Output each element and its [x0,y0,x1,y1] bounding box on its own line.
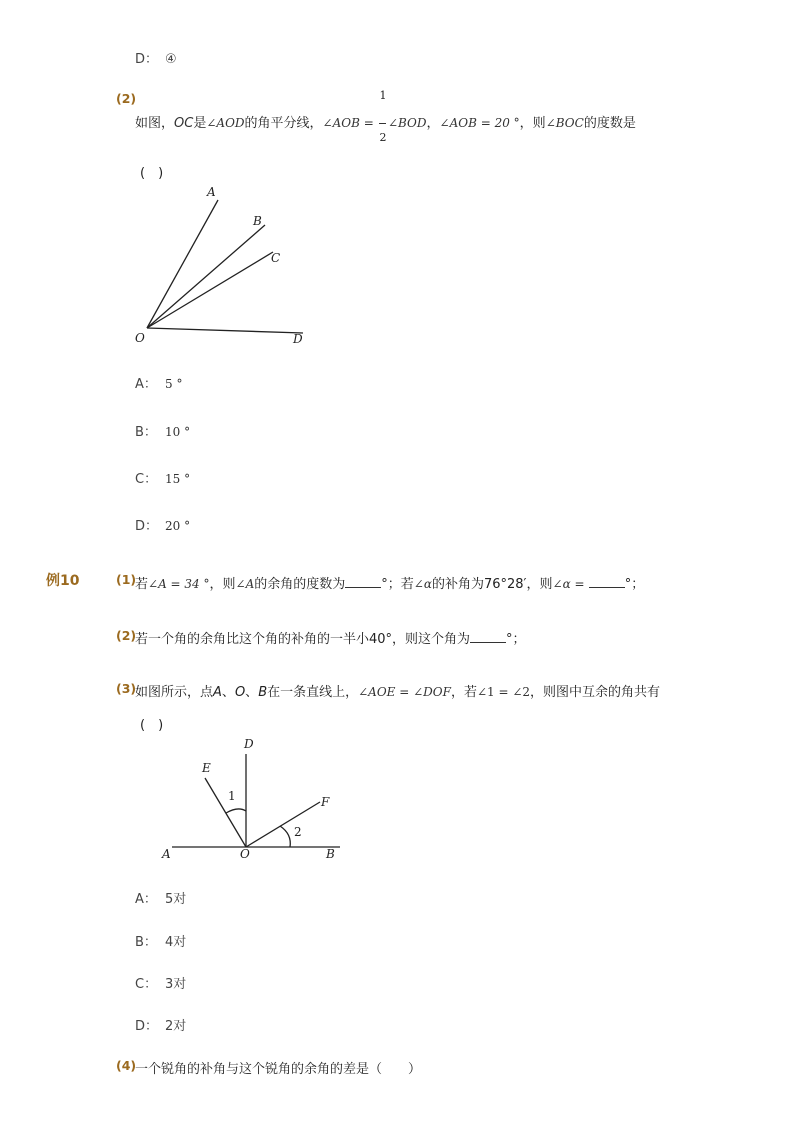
math-bod: ∠BOD [387,116,427,130]
ray-oc [147,252,273,328]
text-span: 在一条直线上， [267,685,359,700]
option-b[interactable] [135,931,186,950]
text-span: 的度数是 [583,116,636,131]
text-span: °； [624,577,645,592]
answer-parentheses: ( ) [140,166,164,181]
answer-blank[interactable] [345,577,381,588]
subquestion-3-text [135,681,660,700]
option-key: C： [135,472,158,487]
label-b: B [326,847,335,861]
option-value: 15 ° [165,472,191,486]
subquestion-number: (3) [116,681,137,696]
text-span: 如图， [135,116,175,131]
question-number: (2) [116,91,137,106]
math-a: ∠A [235,577,255,591]
option-value: 2对 [165,1019,187,1034]
text-span: ，则 [209,577,236,592]
ray-oa [147,200,218,328]
math-aod: ∠AOD [206,116,245,130]
label-e: E [202,761,211,775]
math-boc: ∠BOC [545,116,584,130]
option-key: D： [135,1019,159,1034]
arc-angle-1 [226,809,246,813]
label-b: B [253,214,262,228]
angle-figure-1 [125,180,325,350]
text-span: ， [426,116,440,131]
label-angle-2: 2 [294,825,302,839]
option-key: B： [135,425,157,440]
math-aoe-dof: ∠AOE = ∠DOF [358,685,451,699]
math-alpha: ∠α [413,577,432,591]
point-o: O [234,685,246,700]
label-o: O [240,847,250,861]
point-a: A [213,685,222,700]
text-span: 、 [221,685,235,700]
option-key: B： [135,935,157,950]
subquestion-number: (4) [116,1058,137,1073]
arc-angle-2 [280,826,290,847]
text-span: ，若 [450,685,477,700]
option-key: A： [135,892,157,907]
text-span: 的补角为76°28′，则 [431,577,553,592]
option-key: C： [135,977,158,992]
text-span: °； [506,632,526,647]
text-span: 如图所示，点 [135,685,214,700]
option-a[interactable] [135,888,186,907]
option-d[interactable] [135,1015,186,1034]
fraction-one-half [378,88,388,144]
ray-of [246,802,320,847]
text-span: 的余角的度数为 [254,577,346,592]
option-a[interactable] [135,373,182,392]
subquestion-4-text: 一个锐角的补角与这个锐角的余角的差是（ ） [135,1062,422,1077]
answer-blank[interactable] [589,577,625,588]
label-a: A [162,847,171,861]
fraction-denominator: 2 [379,130,387,144]
math-a-34: ∠A = 34 ° [148,577,210,591]
option-value: 5对 [165,892,187,907]
option-key: A： [135,377,157,392]
prev-option-d[interactable] [135,48,177,67]
subquestion-2-text [135,628,526,647]
option-c[interactable] [135,973,186,992]
option-key: D： [135,52,159,67]
ray-od [147,328,303,333]
answer-parentheses: ( ) [140,718,164,733]
label-d: D [293,332,303,346]
angle-figure-2 [160,732,360,867]
option-value: 5 ° [165,377,183,391]
math-aob-eq: ∠AOB = [322,116,374,130]
label-f: F [321,795,330,809]
text-span: °；若 [381,577,414,592]
math-1-eq-2: ∠1 = ∠2 [476,685,531,699]
question-text [135,88,636,144]
option-b[interactable] [135,421,190,440]
text-span: ，则图中互余的角共有 [530,685,661,700]
subquestion-1-text [135,573,644,592]
point-b: B [258,685,268,700]
text-span: 若 [135,577,149,592]
option-value: 10 ° [165,425,191,439]
label-a: A [207,185,216,199]
example-label: 例10 [46,573,80,589]
ray-oe [205,778,246,847]
label-angle-1: 1 [228,789,236,803]
text-span: 的角平分线， [244,116,323,131]
label-c: C [271,251,281,265]
option-value: 3对 [165,977,187,992]
label-d: D [244,737,254,751]
text-span: 、 [245,685,259,700]
math-alpha-eq: ∠α = [552,577,585,591]
ray-ob [147,225,265,328]
fraction-numerator: 1 [379,88,387,102]
option-value: ④ [165,52,177,67]
text-span: 若一个角的余角比这个角的补角的一半小40°，则这个角为 [135,632,471,647]
answer-blank[interactable] [470,632,506,643]
subquestion-number: (2) [116,628,137,643]
text-span: 是 [193,116,207,131]
option-key: D： [135,519,159,534]
label-o: O [135,331,145,345]
option-d[interactable] [135,515,190,534]
math-oc: OC [174,116,194,131]
option-value: 4对 [165,935,187,950]
subquestion-number: (1) [116,572,137,587]
option-value: 20 ° [165,519,191,533]
text-span: ，则 [519,116,546,131]
math-aob-20: ∠AOB = 20 ° [439,116,520,130]
option-c[interactable] [135,468,190,487]
